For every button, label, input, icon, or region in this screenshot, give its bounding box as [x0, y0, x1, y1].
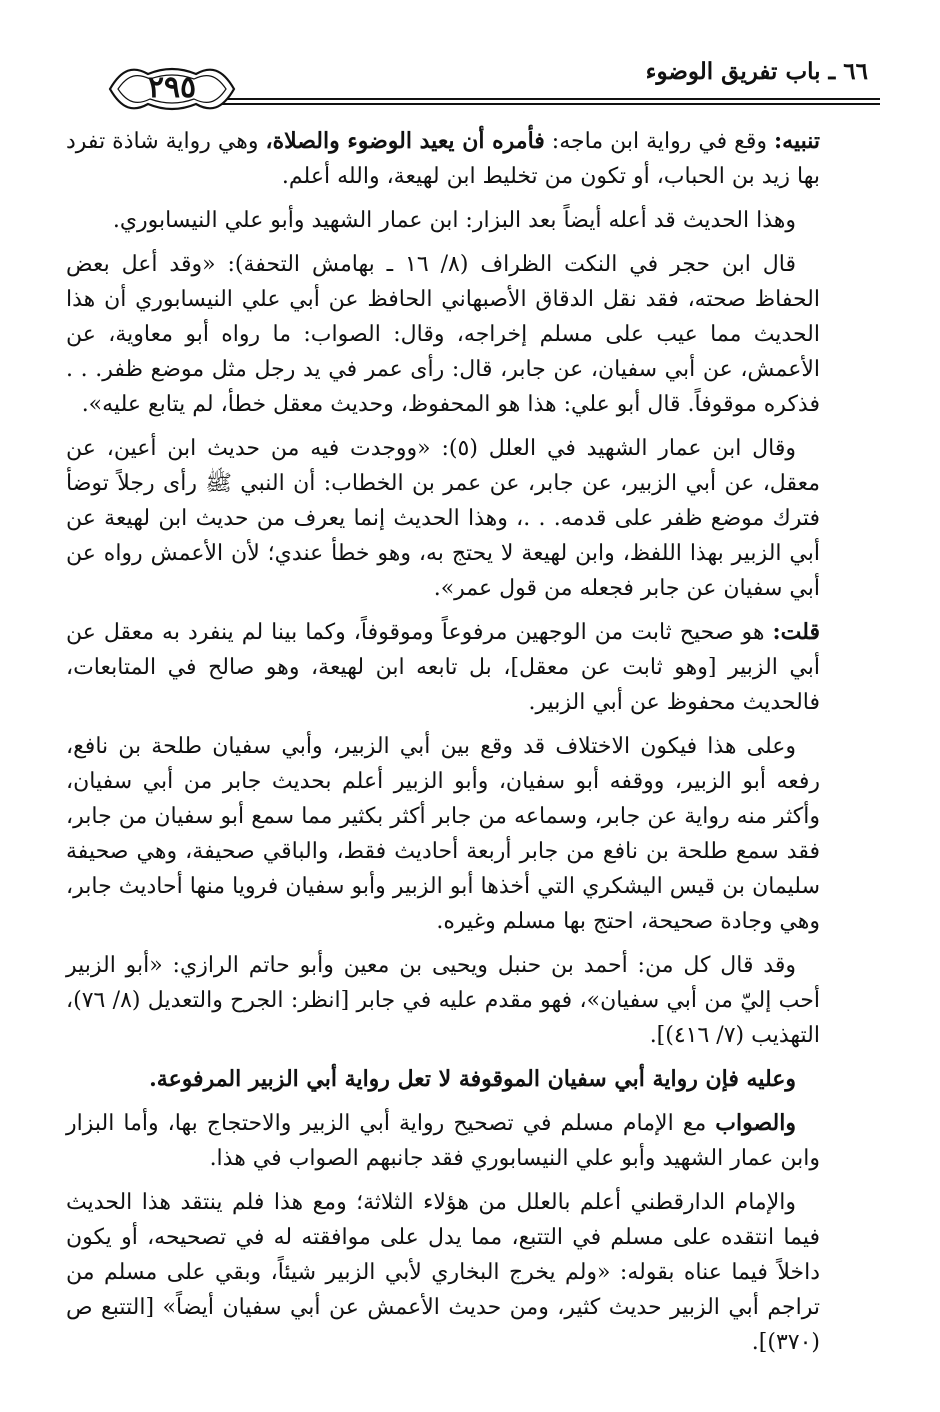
paragraph-text: وعلى هذا فيكون الاختلاف قد وقع بين أبي الزبير، وأبي سفيان طلحة بن نافع، رفعه أبو الزبير، ووقفه أبو سفيان، وأبو الزبير أعلم بحديث جابر من أبي سفيان، وأكثر منه رواية عن جابر، وسماعه من جابر أكثر بكثير مما سمع أبو سفيان من جابر، فقد سمع طلحة بن نافع من جابر أربعة أحاديث فقط، والباقي صحيفة، وهي صحيفة سليمان بن قيس اليشكري التي أخذها أبو الزبير وأبو سفيان فرويا منها أحاديث جابر، وهي وجادة صحيحة، احتج بها مسلم وغيره.	[66, 734, 820, 934]
paragraph	[66, 948, 820, 1053]
paragraph-text: والإمام الدارقطني أعلم بالعلل من هؤلاء الثلاثة؛ ومع هذا فلم ينتقد هذا الحديث فيما انتقده على مسلم في التتبع، مما يدل على موافقته له في تصحيحه، أو يكون داخلاً فيما عناه بقوله: «ولم يخرج البخاري لأبي الزبير شيئاً، وبقي على مسلم من تراجم أبي الزبير حديث كثير، ومن حديث الأعمش عن أبي سفيان أيضاً» [التتبع ص (٣٧٠)].	[66, 1190, 820, 1355]
paragraph-text: هو صحيح ثابت من الوجهين مرفوعاً وموقوفاً، وكما بينا لم ينفرد به معقل عن أبي الزبير [وهو ثابت عن معقل]، بل تابعه ابن لهيعة، وهو صالح في المتابعات، فالحديث محفوظ عن أبي الزبير.	[66, 620, 820, 715]
paragraph-text: وقد قال كل من: أحمد بن حنبل ويحيى بن معين وأبو حاتم الرازي: «أبو الزبير أحب إليّ من أبي سفيان»، فهو مقدم عليه في جابر [انظر: الجرح والتعديل (٨/ ٧٦)، التهذيب (٧/ ٤١٦)].	[66, 953, 820, 1048]
paragraph-qult	[66, 615, 820, 720]
page-number: ٢٩٥	[147, 70, 197, 105]
paragraph-text: وقع في رواية ابن ماجه:	[544, 129, 775, 154]
conclusion-paragraph	[66, 1062, 820, 1097]
page-body	[66, 124, 820, 1382]
page-header	[64, 52, 880, 112]
paragraph-text: وعليه فإن رواية أبي سفيان الموقوفة لا تعل رواية أبي الزبير المرفوعة.	[149, 1066, 796, 1092]
paragraph	[66, 1185, 820, 1360]
correct-label: والصواب	[715, 1110, 796, 1136]
paragraph	[66, 203, 820, 238]
page-number-badge	[108, 62, 236, 116]
header-rule	[194, 103, 880, 105]
paragraph-text: وهذا الحديث قد أعله أيضاً بعد البزار: ابن عمار الشهيد وأبو علي النيسابوري.	[112, 208, 796, 233]
chapter-title: ٦٦ ـ باب تفريق الوضوء	[645, 58, 868, 85]
paragraph-text: وهي رواية شاذة تفرد بها زيد بن الحباب، أو تكون من تخليط ابن لهيعة، والله أعلم.	[66, 129, 820, 189]
paragraph	[66, 247, 820, 422]
paragraph	[66, 729, 820, 939]
emphasized-quote: فأمره أن يعيد الوضوء والصلاة،	[265, 128, 545, 154]
paragraph-note	[66, 124, 820, 194]
note-label: تنبيه:	[774, 128, 820, 154]
paragraph	[66, 431, 820, 606]
paragraph-text: قال ابن حجر في النكت الظراف (٨/ ١٦ ـ بهامش التحفة): «وقد أعل بعض الحفاظ صحته، فقد نقل الدقاق الأصبهاني الحافظ عن أبي علي النيسابوري أن هذا الحديث مما عيب على مسلم إخراجه، وقال: الصواب: ما رواه أبو معاوية، عن الأعمش، عن أبي سفيان، عن جابر، قال: رأى عمر في يد رجل مثل موضع ظفر. . . فذكره موقوفاً. قال أبو علي: هذا هو المحفوظ، وحديث معقل خطأ، لم يتابع عليه».	[66, 252, 820, 417]
header-rule	[194, 98, 880, 100]
paragraph-text: مع الإمام مسلم في تصحيح رواية أبي الزبير والاحتجاج بها، وأما البزار وابن عمار الشهيد وأبو علي النيسابوري فقد جانبهم الصواب في هذا.	[66, 1111, 820, 1171]
paragraph-text: وقال ابن عمار الشهيد في العلل (٥): «ووجدت فيه من حديث ابن أعين، عن معقل، عن أبي الزبير، عن جابر، عن عمر بن الخطاب: أن النبي ﷺ رأى رجلاً توضأ فترك موضع ظفر على قدمه. . .، وهذا الحديث إنما يعرف من حديث ابن لهيعة عن أبي الزبير بهذا اللفظ، وابن لهيعة لا يحتج به، وهو خطأ عندي؛ لأن الأعمش رواه عن أبي سفيان عن جابر فجعله من قول عمر».	[66, 436, 820, 601]
qult-label: قلت:	[772, 619, 820, 645]
paragraph	[66, 1106, 820, 1176]
